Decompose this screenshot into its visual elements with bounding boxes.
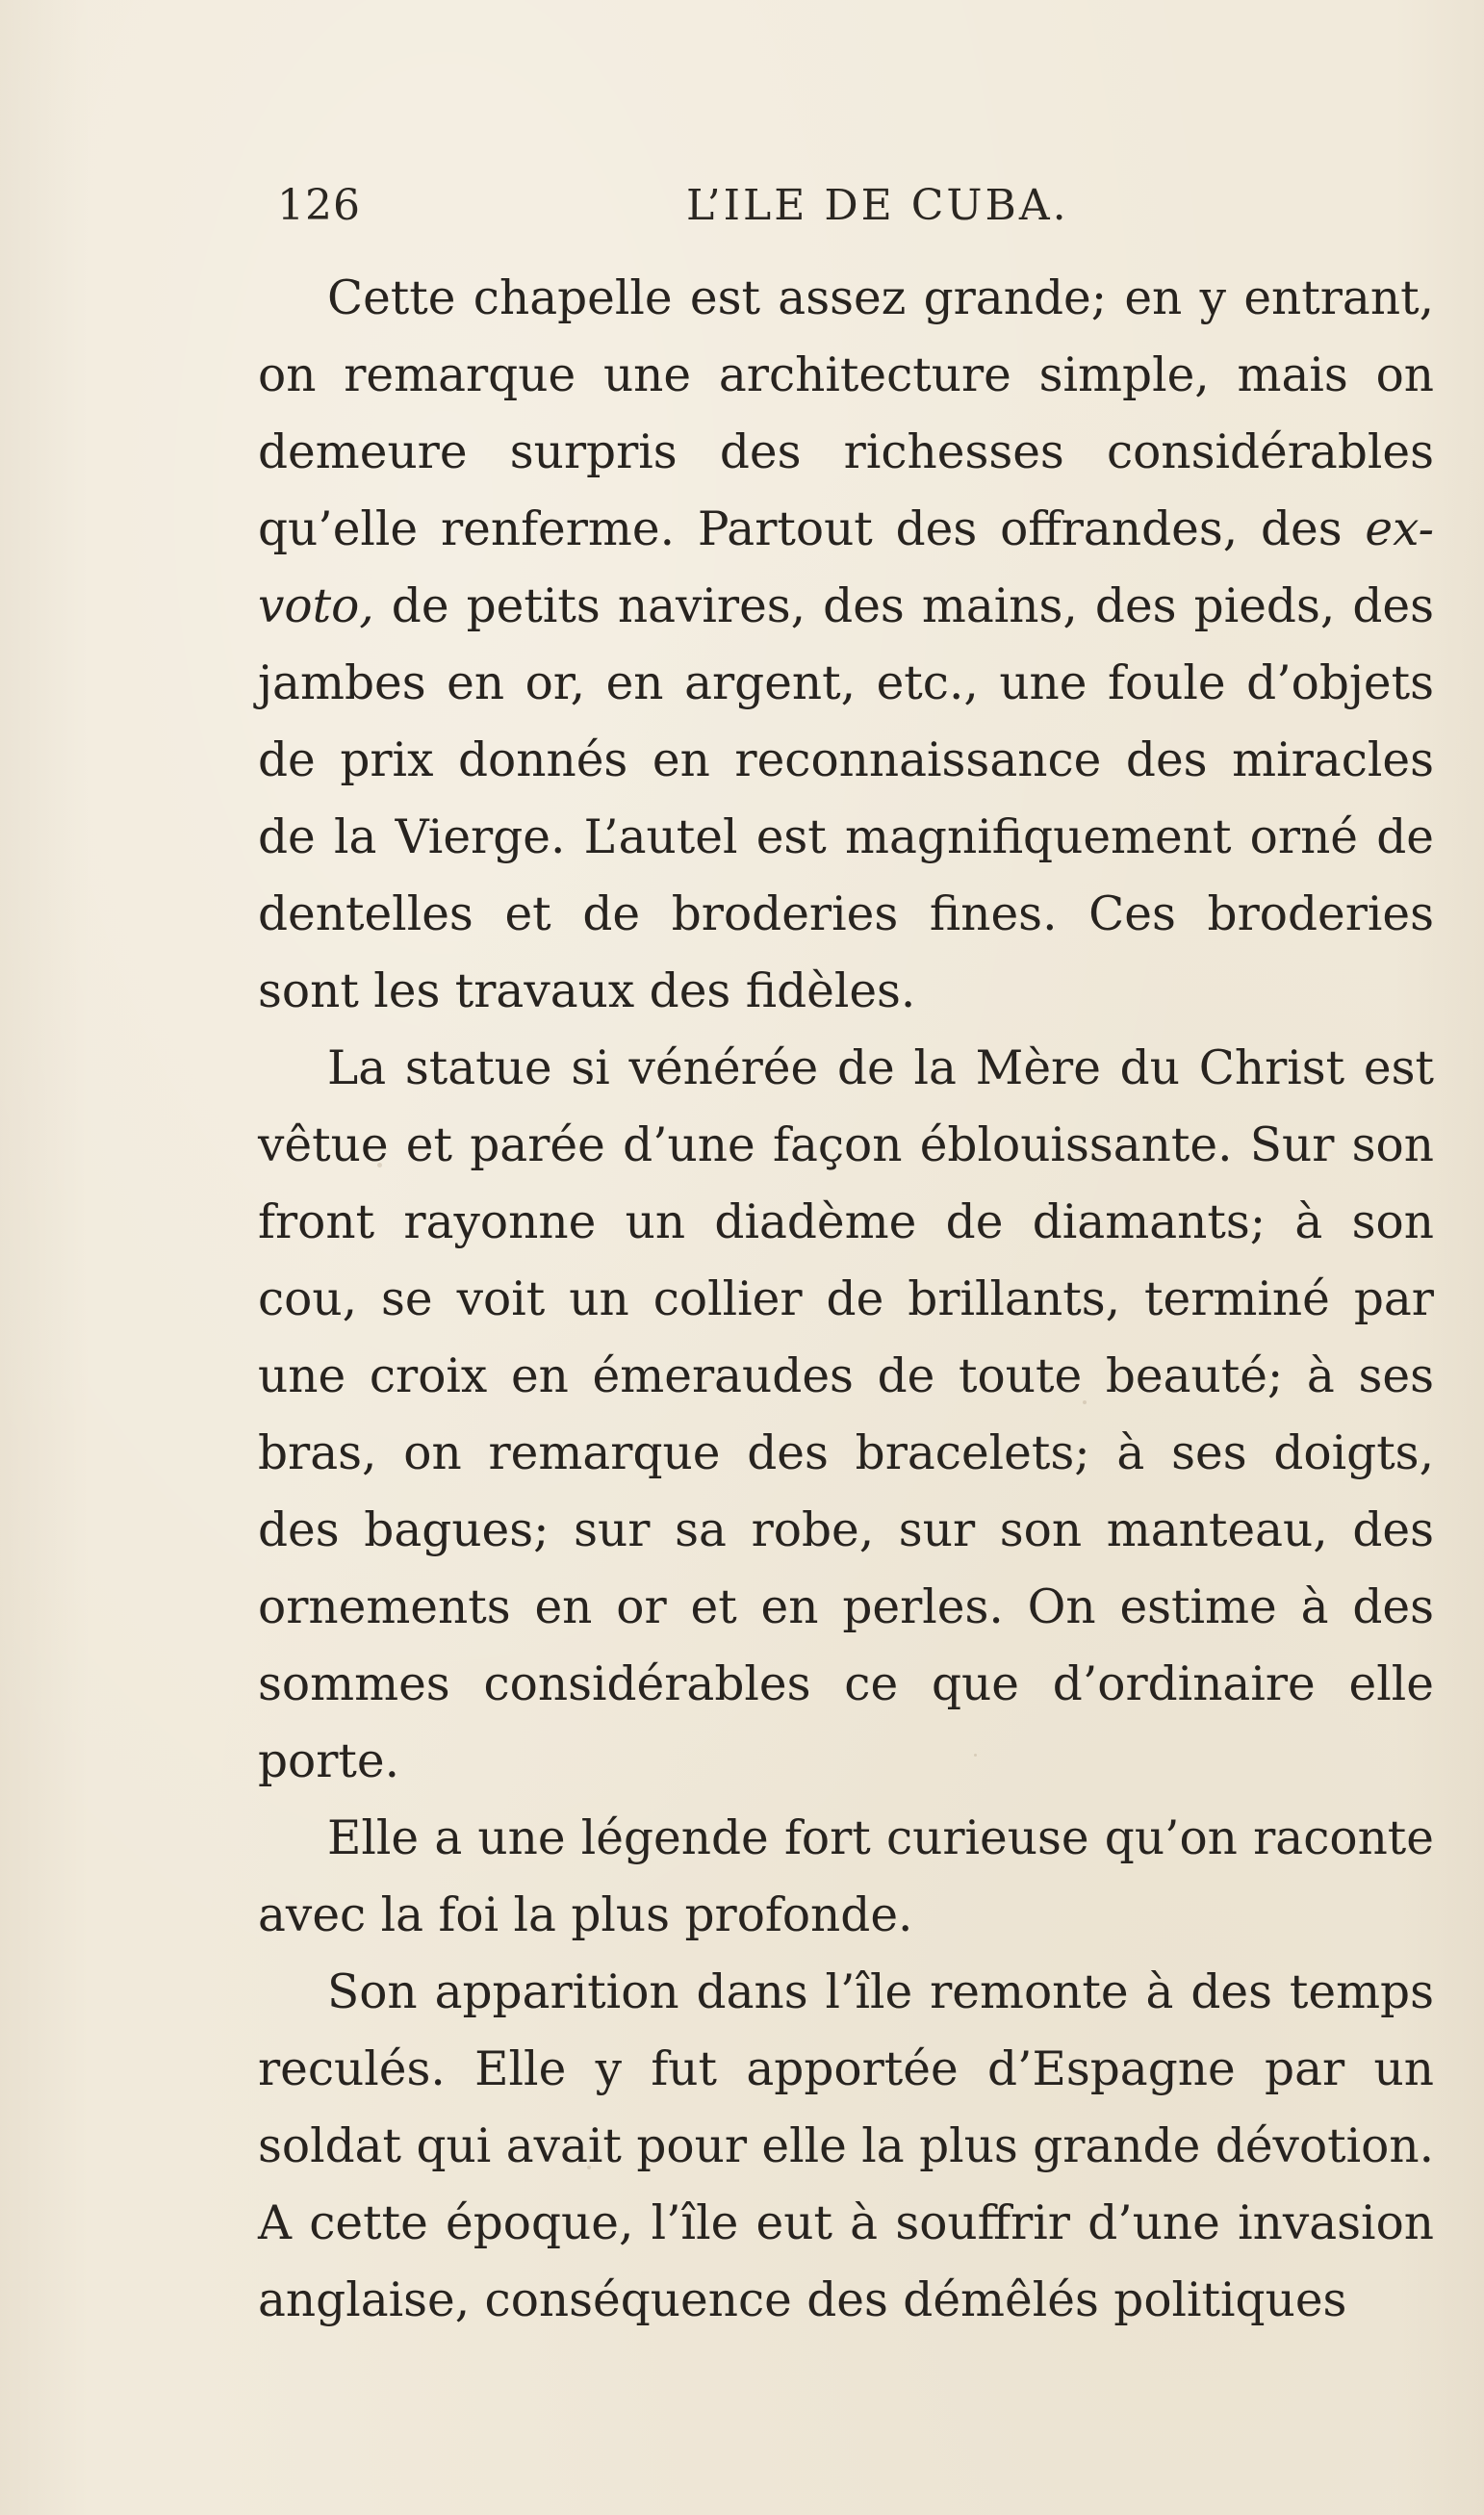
paragraph: Son apparition dans l’île remonte à des temps reculés. Elle y fut apportée d’Espagne par un soldat qui avait pour elle la plus grande dévotion. A cette époque, l’île eut à souffrir d’une invasion anglaise, conséquence des démêlés politiques	[258, 1965, 1434, 2327]
page-header	[277, 181, 1432, 248]
italic-term: ex-voto,	[258, 502, 1434, 633]
paragraph-text: de petits navires, des mains, des pieds, des jambes en or, en argent, etc., une foule d’objets de prix donnés en reconnaissance des miracles de la Vierge. L’autel est magnifiquement orné de dentelles et de broderies fines. Ces broderies sont les travaux des fidèles.	[258, 579, 1434, 1018]
paragraph-text: Cette chapelle est assez grande; en y entrant, on remarque une architecture simple, mais on demeure surpris des richesses considérables qu’elle renferme. Partout des offrandes, des	[258, 271, 1434, 556]
running-title: L’ILE DE CUBA.	[686, 181, 1069, 230]
body-text	[258, 260, 1434, 2339]
paragraph: Elle a une légende fort curieuse qu’on raconte avec la foi la plus profonde.	[258, 1811, 1434, 1942]
page-number: 126	[277, 181, 361, 230]
paragraph	[258, 260, 1434, 1030]
paragraph: La statue si vénérée de la Mère du Christ est vêtue et parée d’une façon éblouissante. Sur son front rayonne un diadème de diamants; à son cou, se voit un collier de brillants, terminé par une croix en émeraudes de toute beauté; à ses bras, on remarque des bracelets; à ses doigts, des bagues; sur sa robe, sur son manteau, des ornements en or et en perles. On estime à des sommes considérables ce que d’ordinaire elle porte.	[258, 1041, 1434, 1788]
